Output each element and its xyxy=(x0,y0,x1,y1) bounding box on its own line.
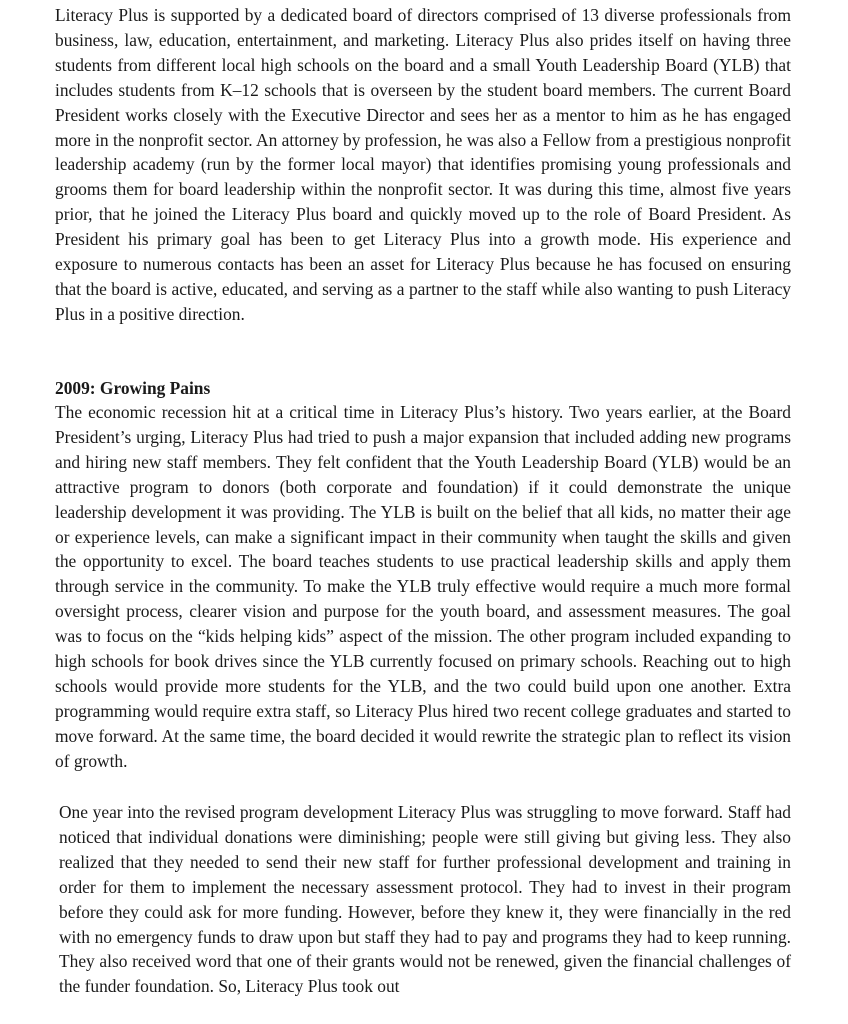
intro-paragraph: Literacy Plus is supported by a dedicated board of directors comprised of 13 diverse professionals from business, law, education, entertainment, and marketing. Literacy Plus also prides itself on having three students from different local high schools on the board and a small Youth Leadership Board (YLB) that includes students from K–12 schools that is overseen by the student board members. The current Board President works closely with the Executive Director and sees her as a mentor to him as he has engaged more in the nonprofit sector. An attorney by profession, he was also a Fellow from a prestigious nonprofit leadership academy (run by the former local mayor) that identifies promising young professionals and grooms them for board leadership within the nonprofit sector. It was during this time, almost five years prior, that he joined the Literacy Plus board and quickly moved up to the role of Board President. As President his primary goal has been to get Literacy Plus into a growth mode. His experience and exposure to numerous contacts has been an asset for Literacy Plus because he has focused on ensuring that the board is active, educated, and serving as a partner to the staff while also wanting to push Literacy Plus in a positive direction. xyxy=(55,5,791,324)
section-heading: 2009: Growing Pains xyxy=(55,378,211,398)
section-paragraph-2: One year into the revised program development Literacy Plus was struggling to move forward. Staff had noticed that individual donations were diminishing; people were still giving but giving less. They also realized that they needed to send their new staff for further professional development and training in order for them to implement the necessary assessment protocol. They had to invest in their program before they could ask for more funding. However, before they knew it, they were financially in the red with no emergency funds to draw upon but staff they had to pay and programs they had to keep running. They also received word that one of their grants would not be renewed, given the financial challenges of the funder foundation. So, Literacy Plus took out xyxy=(59,802,791,997)
section-paragraph-1: The economic recession hit at a critical time in Literacy Plus’s history. Two years earlier, at the Board President’s urging, Literacy Plus had tried to push a major expansion that included adding new programs and hiring new staff members. They felt confident that the Youth Leadership Board (YLB) would be an attractive program to donors (both corporate and foundation) if it could demonstrate the unique leadership development it was providing. The YLB is built on the belief that all kids, no matter their age or experience levels, can make a significant impact in their community when taught the skills and given the opportunity to excel. The board teaches students to use practical leadership skills and apply them through service in the community. To make the YLB truly effective would require a much more formal oversight process, clearer vision and purpose for the youth board, and assessment measures. The goal was to focus on the “kids helping kids” aspect of the mission. The other program included expanding to high schools for book drives since the YLB currently focused on primary schools. Reaching out to high schools would provide more students for the YLB, and the two could build upon one another. Extra programming would require extra staff, so Literacy Plus hired two recent college graduates and started to move forward. At the same time, the board decided it would rewrite the strategic plan to reflect its vision of growth. xyxy=(55,402,791,771)
